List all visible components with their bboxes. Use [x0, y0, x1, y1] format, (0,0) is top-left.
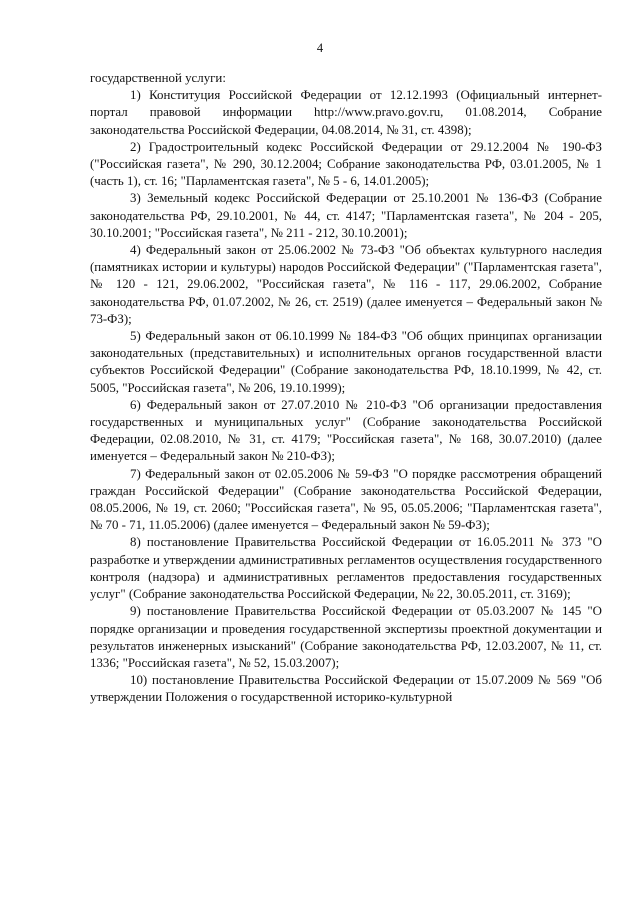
page-number: 4: [316, 41, 324, 55]
legal-item-3: 3) Земельный кодекс Российской Федерации от 25.10.2001 № 136-ФЗ (Собрание законодательства РФ, 29.10.2001, № 44, ст. 4147; "Парламентская газета", № 204 - 205, 30.10.2001; "Российская газета", № 211 - 212, 30.10.2001);: [90, 191, 602, 240]
legal-item-5: 5) Федеральный закон от 06.10.1999 № 184-ФЗ "Об общих принципах организации законодательных (представительных) и исполнительных органов государственной власти субъектов Российской Федерации" (Собрание законодательства РФ, 18.10.1999, № 42, ст. 5005, "Российская газета", № 206, 19.10.1999);: [90, 329, 602, 395]
legal-item-1: 1) Конституция Российской Федерации от 12.12.1993 (Официальный интернет-портал правовой информации http://www.pravo.gov.ru, 01.08.2014, Собрание законодательства Российской Федерации, 04.08.2014, № 31, ст. 4398);: [90, 88, 602, 137]
lead-line: государственной услуги:: [90, 71, 226, 85]
legal-item-8: 8) постановление Правительства Российской Федерации от 16.05.2011 № 373 "О разработке и утверждении административных регламентов осуществления государственного контроля (надзора) и административных регламентов предоставления государственных услуг" (Собрание законодательства Российской Федерации, № 22, 30.05.2011, ст. 3169);: [90, 535, 602, 602]
legal-item-10: 10) постановление Правительства Российской Федерации от 15.07.2009 № 569 "Об утверждении Положения о государственной историко-культурной: [90, 673, 602, 705]
legal-item-2: 2) Градостроительный кодекс Российской Федерации от 29.12.2004 № 190-ФЗ ("Российская газета", № 290, 30.12.2004; Собрание законодательства РФ, 03.01.2005, № 1 (часть 1), ст. 16; "Парламентская газета", № 5 - 6, 14.01.2005);: [90, 139, 602, 189]
legal-item-6: 6) Федеральный закон от 27.07.2010 № 210-ФЗ "Об организации предоставления государственных и муниципальных услуг" (Собрание законодательства Российской Федерации, 02.08.2010, № 31, ст. 4179; "Российская газета", № 168, 30.07.2010) (далее именуется – Федеральный закон № 210-ФЗ);: [90, 397, 602, 464]
document-body: [90, 70, 602, 707]
legal-item-7: 7) Федеральный закон от 02.05.2006 № 59-ФЗ "О порядке рассмотрения обращений граждан Российской Федерации" (Собрание законодательства Российской Федерации, 08.05.2006, № 19, ст. 2060; "Российская газета", № 95, 05.05.2006; "Парламентская газета", № 70 - 71, 11.05.2006) (далее именуется – Федеральный закон № 59-ФЗ);: [90, 466, 602, 533]
legal-item-9: 9) постановление Правительства Российской Федерации от 05.03.2007 № 145 "О порядке организации и проведения государственной экспертизы проектной документации и результатов инженерных изысканий" (Собрание законодательства РФ, 12.03.2007, № 11, ст. 1336; "Российская газета", № 52, 15.03.2007);: [90, 604, 602, 670]
legal-item-4: 4) Федеральный закон от 25.06.2002 № 73-ФЗ "Об объектах культурного наследия (памятниках истории и культуры) народов Российской Федерации" ("Парламентская газета", № 120 - 121, 29.06.2002, "Российская газета", № 116 - 117, 29.06.2002, Собрание законодательства РФ, 01.07.2002, № 26, ст. 2519) (далее именуется – Федеральный закон № 73-ФЗ);: [90, 243, 602, 326]
